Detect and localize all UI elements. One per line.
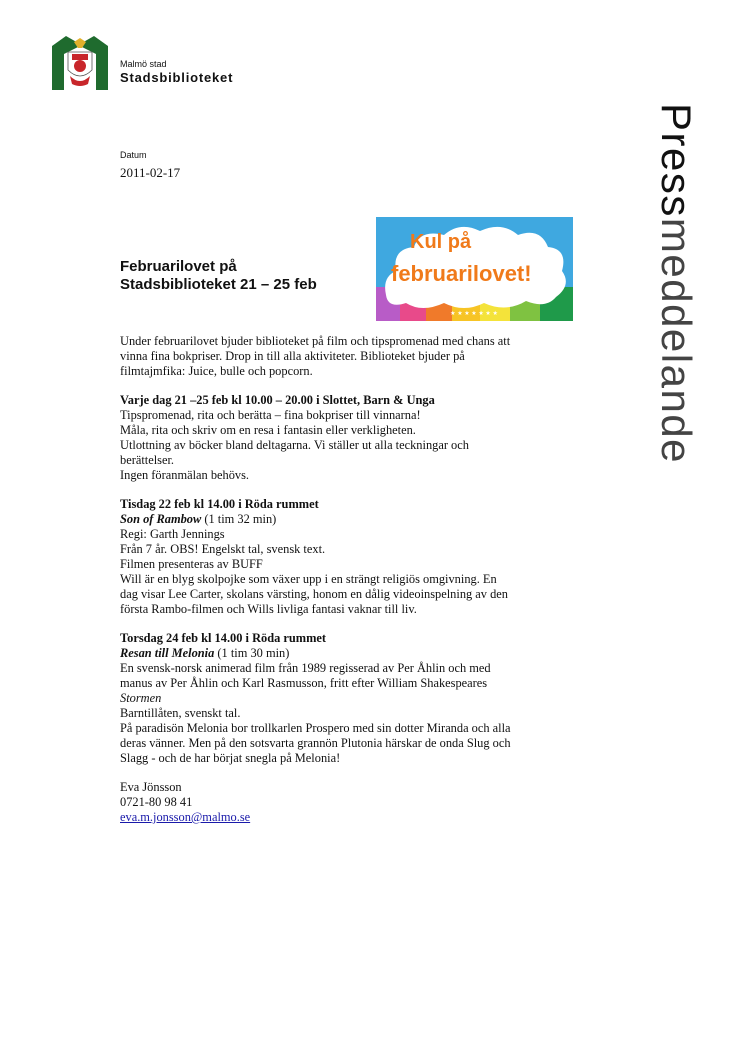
banner-line2: februarilovet! (391, 261, 532, 286)
section-line: berättelser. (120, 453, 175, 467)
film-duration: (1 tim 32 min) (201, 512, 277, 526)
section-heading: Torsdag 24 feb kl 14.00 i Röda rummet (120, 631, 327, 645)
section-thursday (120, 631, 590, 766)
section-line: Måla, rita och skriv om en resa i fantasin eller verkligheten. (120, 423, 416, 437)
section-line: Utlottning av böcker bland deltagarna. Vi ställer ut alla teckningar och (120, 438, 469, 452)
press-release-body (120, 334, 590, 839)
title-line1: Februarilovet på (120, 258, 237, 275)
section-line: Slagg - och de har börjat snegla på Melonia! (120, 751, 341, 765)
section-italic-line: Stormen (120, 691, 162, 705)
section-line: Filmen presenteras av BUFF (120, 557, 263, 571)
february-holiday-banner (376, 217, 573, 321)
section-every-day (120, 393, 590, 483)
film-title: Son of Rambow (120, 512, 202, 526)
section-line: dag visar Lee Carter, skolans värsting, honom en dålig videoinspelning av den (120, 587, 508, 601)
vertical-title-part1: Press (653, 103, 700, 218)
intro-line: filmtajmfika: Juice, bulle och popcorn. (120, 364, 313, 378)
section-line: På paradisön Melonia bor trollkarlen Prospero med sin dotter Miranda och alla (120, 721, 511, 735)
section-line: Från 7 år. OBS! Engelskt tal, svensk text. (120, 542, 326, 556)
section-line: Tipspromenad, rita och berätta – fina bokpriser till vinnarna! (120, 408, 421, 422)
organization-name (120, 59, 233, 85)
section-line: Will är en blyg skolpojke som växer upp i en strängt religiös omgivning. En (120, 572, 497, 586)
section-heading: Tisdag 22 feb kl 14.00 i Röda rummet (120, 497, 319, 511)
date-label: Datum (120, 150, 147, 160)
contact-block (120, 780, 590, 825)
film-line (120, 512, 590, 527)
date-value: 2011-02-17 (120, 165, 181, 180)
title-line2: Stadsbiblioteket 21 – 25 feb (120, 276, 317, 293)
film-title: Resan till Melonia (120, 646, 215, 660)
banner-line1: Kul på (410, 231, 472, 253)
film-duration: (1 tim 30 min) (214, 646, 290, 660)
section-line: Regi: Garth Jennings (120, 527, 225, 541)
contact-phone: 0721-80 98 41 (120, 795, 193, 809)
vertical-title-part2: meddelande (653, 217, 700, 465)
section-line: manus av Per Åhlin och Karl Rasmusson, fritt efter William Shakespeares (120, 676, 488, 690)
section-line: första Rambo-filmen och Wills livliga fantasi vaknar till liv. (120, 602, 417, 616)
film-line (120, 646, 590, 661)
intro-line: vinna fina bokpriser. Drop in till alla aktiviteter. Biblioteket bjuder på (120, 349, 465, 363)
pressmeddelande-vertical-title (654, 103, 702, 553)
section-line: En svensk-norsk animerad film från 1989 regisserad av Per Åhlin och med (120, 661, 491, 675)
section-line: Ingen föranmälan behövs. (120, 468, 250, 482)
contact-email-link[interactable]: eva.m.jonsson@malmo.se (120, 810, 251, 824)
svg-text:★ ★ ★ ★ ★ ★ ★: ★ ★ ★ ★ ★ ★ ★ (450, 311, 498, 317)
intro-paragraph (120, 334, 590, 379)
malmo-coat-of-arms-logo (52, 36, 108, 90)
section-tuesday (120, 497, 590, 617)
org-library: Stadsbiblioteket (120, 70, 234, 85)
page-title (120, 258, 370, 294)
section-line: Barntillåten, svenskt tal. (120, 706, 241, 720)
section-heading: Varje dag 21 –25 feb kl 10.00 – 20.00 i Slottet, Barn & Unga (120, 393, 435, 407)
org-city: Malmö stad (120, 59, 167, 69)
intro-line: Under februarilovet bjuder biblioteket på film och tipspromenad med chans att (120, 334, 511, 348)
section-line: deras vänner. Men på den sotsvarta grannön Plutonia härskar de onda Slug och (120, 736, 511, 750)
contact-name: Eva Jönsson (120, 780, 182, 794)
